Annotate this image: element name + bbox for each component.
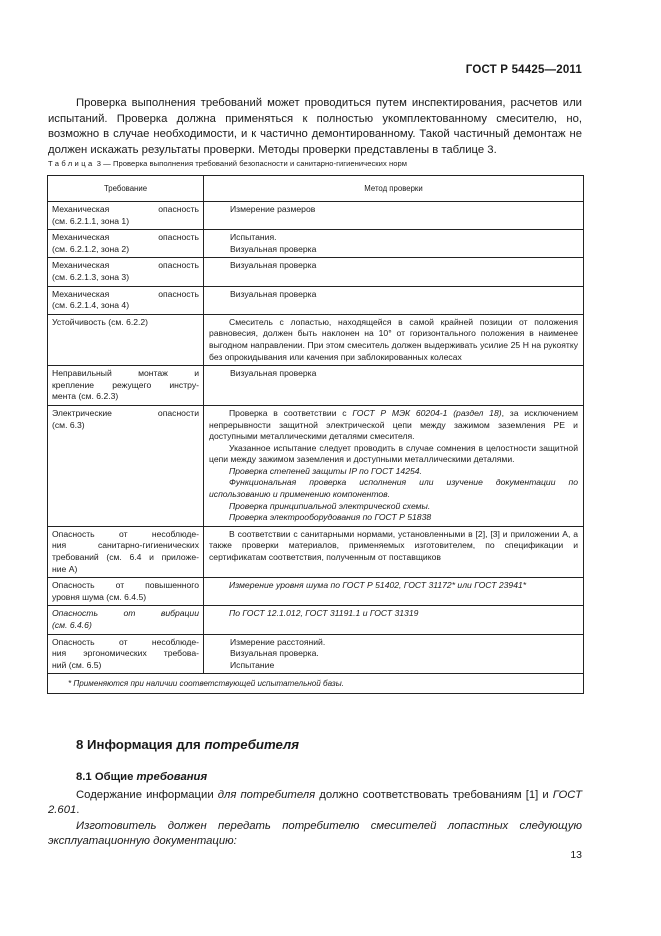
table-footnote-row: [48, 674, 584, 694]
requirement-line: ний (см. 6.5): [52, 659, 102, 670]
table-footnote: * Применяются при наличии соответствующей испытательной базы.: [48, 674, 584, 694]
requirement-cell: [48, 202, 204, 230]
requirement-cell: [48, 258, 204, 286]
requirement-cell: [48, 366, 204, 406]
method-electric-p1: [209, 408, 578, 443]
requirement-line: Механическая опасность: [52, 232, 199, 243]
method-electric-p4: Функциональная проверка исполнения или изучение документации по использованию и применению компонентов.: [209, 477, 578, 500]
requirement-cell: [48, 230, 204, 258]
method-line: Измерение расстояний.: [230, 636, 326, 647]
column-header-method: Метод проверки: [204, 176, 584, 202]
method-line: Измерение размеров: [230, 204, 316, 214]
method-cell: [204, 405, 584, 526]
method-cell: [204, 314, 584, 365]
table-row: [48, 634, 584, 674]
table-row: [48, 366, 584, 406]
method-line: Визуальная проверка.: [230, 648, 319, 659]
table-row: [48, 606, 584, 634]
body-p1-b: для потребителя: [217, 789, 316, 801]
method-line: Испытание: [230, 659, 275, 670]
requirement-line: (см. 6.2.1.3, зона 3): [52, 271, 130, 282]
table-row: [48, 314, 584, 365]
method-cell: [204, 578, 584, 606]
section-8-1-title-italic: требования: [136, 771, 208, 783]
method-cell: [204, 230, 584, 258]
requirement-line: крепление режущего инстру-: [52, 379, 199, 390]
method-line: Визуальная проверка: [230, 368, 317, 379]
intro-paragraph: [48, 96, 582, 158]
body-paragraph-2: Изготовитель должен передать потребителю смесителей лопастных следующую эксплуатационную документацию:: [48, 819, 582, 847]
requirement-cell: [48, 578, 204, 606]
requirement-line: Механическая опасность: [52, 288, 199, 299]
table-caption: [48, 159, 588, 168]
method-cell: [204, 202, 584, 230]
requirement-cell: [48, 606, 204, 634]
section-8-title-italic: потребителя: [204, 737, 299, 752]
method-electric-p3: Проверка степеней защиты IP по ГОСТ 14254.: [229, 465, 422, 476]
table-row: [48, 202, 584, 230]
section-8-body: [48, 788, 582, 849]
intro-text: Проверка выполнения требований может проводиться путем инспектирования, расчетов или испытаний. Проверка должна применяться к полностью укомплектованному смесителю, но, возможно в случае необходимости, и к частично демонтированному. Такой частичный демонтаж не должен искажать результаты проверки. Методы проверки представлены в таблице 3.: [48, 97, 582, 156]
requirement-line: (см. 6.2.1.1, зона 1): [52, 215, 130, 226]
body-p1-d: ГОСТ 2.601: [48, 789, 582, 817]
method-cell: [204, 286, 584, 314]
method-electric-p6: Проверка электрооборудования по ГОСТ Р 51838: [229, 512, 432, 523]
requirement-line: Устойчивость (см. 6.2.2): [52, 316, 149, 327]
column-header-requirement: Требование: [48, 176, 204, 202]
method-electric-p2: Указанное испытание следует проводить в случае сомнения в целостности защитной цепи между зажимом заземления и доступными металлическими деталями.: [209, 442, 578, 465]
table-caption-label: Таблица: [48, 159, 95, 168]
verification-table: [47, 175, 584, 694]
method-paragraph: В соответствии с санитарными нормами, установленными в [2], [3] и приложении А, а также проверки материалов, применяемых изготовителем, по спецификации и сертификатам соответствия, полученным от поставщиков: [209, 528, 578, 563]
body-p1-c: должно соответствовать требованиям [1] и: [315, 789, 553, 801]
method-electric-p5: Проверка принципиальной электрической схемы.: [229, 500, 431, 511]
table-row: [48, 405, 584, 526]
body-paragraph-1: [48, 788, 582, 819]
table-row: [48, 286, 584, 314]
table-row: [48, 230, 584, 258]
body-p1-e: .: [76, 804, 80, 817]
method-line: Визуальная проверка: [230, 260, 317, 271]
requirement-line: Опасность от вибрации: [52, 608, 199, 619]
requirement-cell: [48, 634, 204, 674]
table-row: [48, 578, 584, 606]
requirement-line: ния эргономических требова-: [52, 648, 199, 659]
requirement-line: ние А): [52, 563, 78, 574]
requirement-cell: [48, 286, 204, 314]
method-cell: [204, 258, 584, 286]
method-paragraph-italic: Измерение уровня шума по ГОСТ Р 51402, ГОСТ 31172* или ГОСТ 23941*: [229, 580, 527, 591]
document-id: ГОСТ Р 54425—2011: [465, 64, 582, 76]
section-8-number-title: 8 Информация для: [76, 737, 205, 752]
requirement-line: (см. 6.2.1.4, зона 4): [52, 300, 130, 311]
table-caption-text: 3 — Проверка выполнения требований безопасности и санитарно-гигиенических норм: [96, 159, 408, 168]
table-row: [48, 526, 584, 577]
requirement-line: Опасность от несоблюде-: [52, 528, 199, 539]
method-electric-p1-prefix: Проверка в соответствии с: [229, 407, 353, 418]
requirement-cell: [48, 314, 204, 365]
requirement-line: Механическая опасность: [52, 204, 199, 214]
table-row: [48, 258, 584, 286]
method-line: Визуальная проверка: [230, 243, 317, 254]
requirement-line: мента (см. 6.2.3): [52, 391, 119, 402]
requirement-line: (см. 6.4.6): [52, 620, 92, 630]
requirement-line: Электрические опасности: [52, 407, 199, 418]
requirement-line: Опасность от повышенного: [52, 580, 199, 591]
method-paragraph: Смеситель с лопастью, находящейся в самой крайней позиции от положения равновесия, должен быть наклонен на 10° от горизонтального положения в наименее выгодном направлении. При этом смеситель должен выдерживать усилие 25 Н на рукоятку без опрокидывания или качения при заблокированных колесах: [209, 316, 578, 362]
requirement-line: Механическая опасность: [52, 260, 199, 271]
method-cell: [204, 634, 584, 674]
method-line: Визуальная проверка: [230, 288, 317, 299]
requirement-line: (см. 6.2.1.2, зона 2): [52, 243, 130, 254]
method-cell: [204, 366, 584, 406]
requirement-line: Опасность от несоблюде-: [52, 636, 199, 647]
method-electric-p1-standard: ГОСТ Р МЭК 60204-1 (раздел 18): [352, 407, 502, 418]
body-p1-a: Содержание информации: [76, 789, 218, 801]
requirement-cell: [48, 405, 204, 526]
requirement-line: уровня шума (см. 6.4.5): [52, 591, 147, 602]
requirement-cell: [48, 526, 204, 577]
table-header-row: [48, 176, 584, 202]
requirement-line: (см. 6.3): [52, 419, 85, 430]
section-8-1-heading: [76, 771, 207, 783]
method-paragraph-italic: По ГОСТ 12.1.012, ГОСТ 31191.1 и ГОСТ 31319: [229, 608, 419, 619]
requirement-line: ния санитарно-гигиенических: [52, 540, 199, 551]
requirement-line: Неправильный монтаж и: [52, 368, 199, 379]
method-cell: [204, 526, 584, 577]
method-cell: [204, 606, 584, 634]
section-8-heading: [76, 737, 299, 752]
page-number: 13: [570, 849, 582, 861]
method-electric-p1-suffix: , за исключением непрерывности защитной электрической цепи между зажимом заземления PE и доступными металлическими деталями смесителя.: [209, 407, 578, 442]
section-8-1-number-title: 8.1 Общие: [76, 771, 137, 783]
requirement-line: требований (см. 6.4 и приложе-: [52, 552, 199, 563]
method-line: Испытания.: [230, 232, 277, 243]
